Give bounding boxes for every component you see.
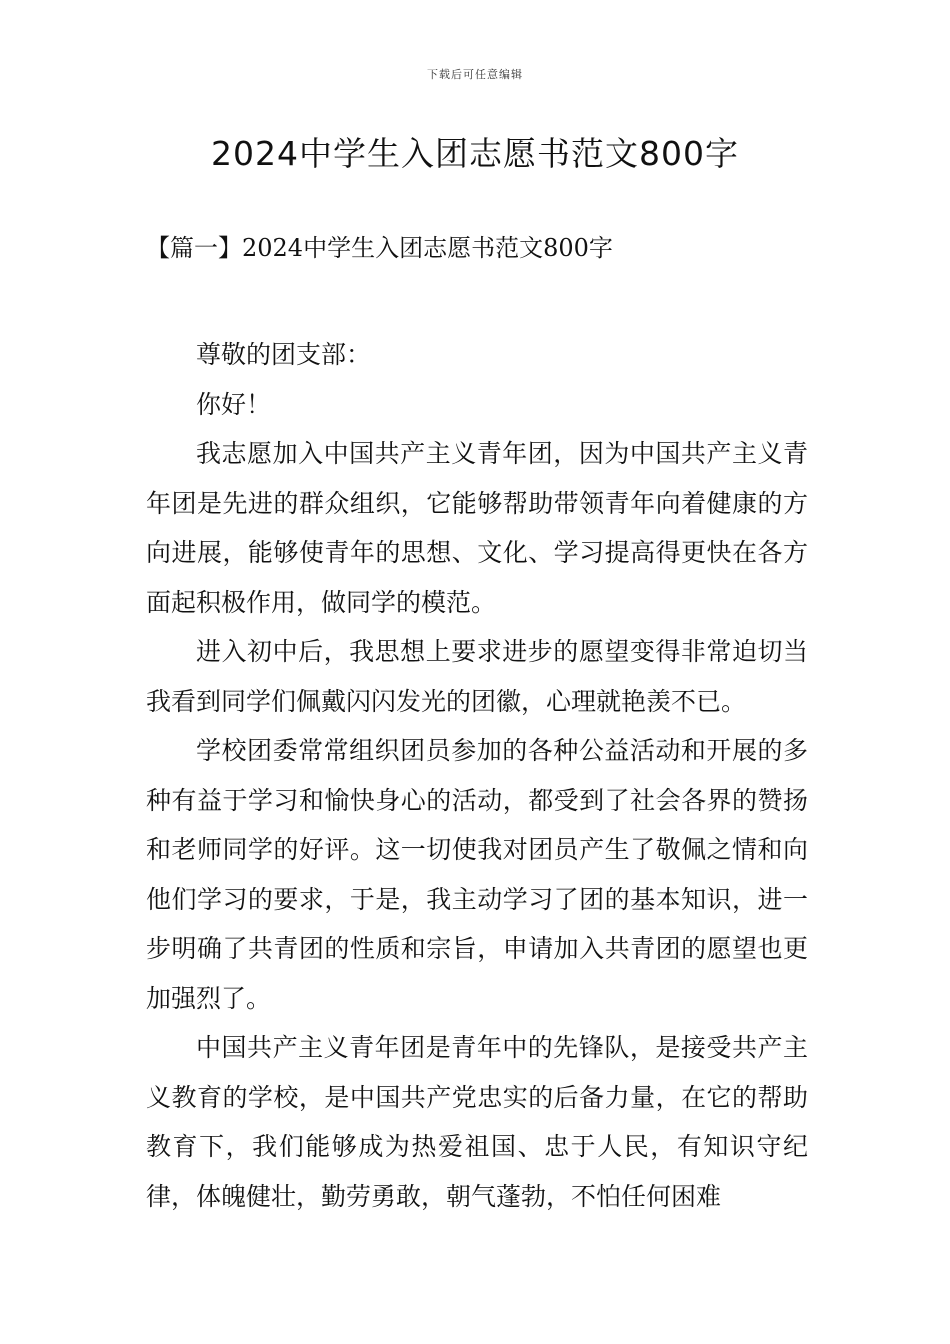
body-text: [146, 330, 808, 1221]
paragraph: 中国共产主义青年团是青年中的先锋队，是接受共产主义教育的学校，是中国共产党忠实的后备力量，在它的帮助教育下，我们能够成为热爱祖国、忠于人民，有知识守纪律，体魄健壮，勤劳勇敢，朝气蓬勃，不怕任何困难: [146, 1033, 808, 1211]
paragraph: 我志愿加入中国共产主义青年团，因为中国共产主义青年团是先进的群众组织，它能够帮助带领青年向着健康的方向进展，能够使青年的思想、文化、学习提高得更快在各方面起积极作用，做同学的模范。: [146, 439, 808, 617]
section-heading: 【篇一】2024中学生入团志愿书范文800字: [146, 234, 613, 262]
header-note: 下载后可任意编辑: [427, 68, 523, 81]
paragraph: 学校团委常常组织团员参加的各种公益活动和开展的多种有益于学习和愉快身心的活动，都受到了社会各界的赞扬和老师同学的好评。这一切使我对团员产生了敬佩之情和向他们学习的要求，于是，我主动学习了团的基本知识，进一步明确了共青团的性质和宗旨，申请加入共青团的愿望也更加强烈了。: [146, 736, 808, 1013]
document-title: 2024中学生入团志愿书范文800字: [211, 134, 739, 173]
greeting: 你好！: [196, 389, 272, 419]
paragraph: 进入初中后，我思想上要求进步的愿望变得非常迫切当我看到同学们佩戴闪闪发光的团徽，心理就艳羡不已。: [146, 637, 808, 716]
salutation: 尊敬的团支部：: [196, 340, 372, 369]
